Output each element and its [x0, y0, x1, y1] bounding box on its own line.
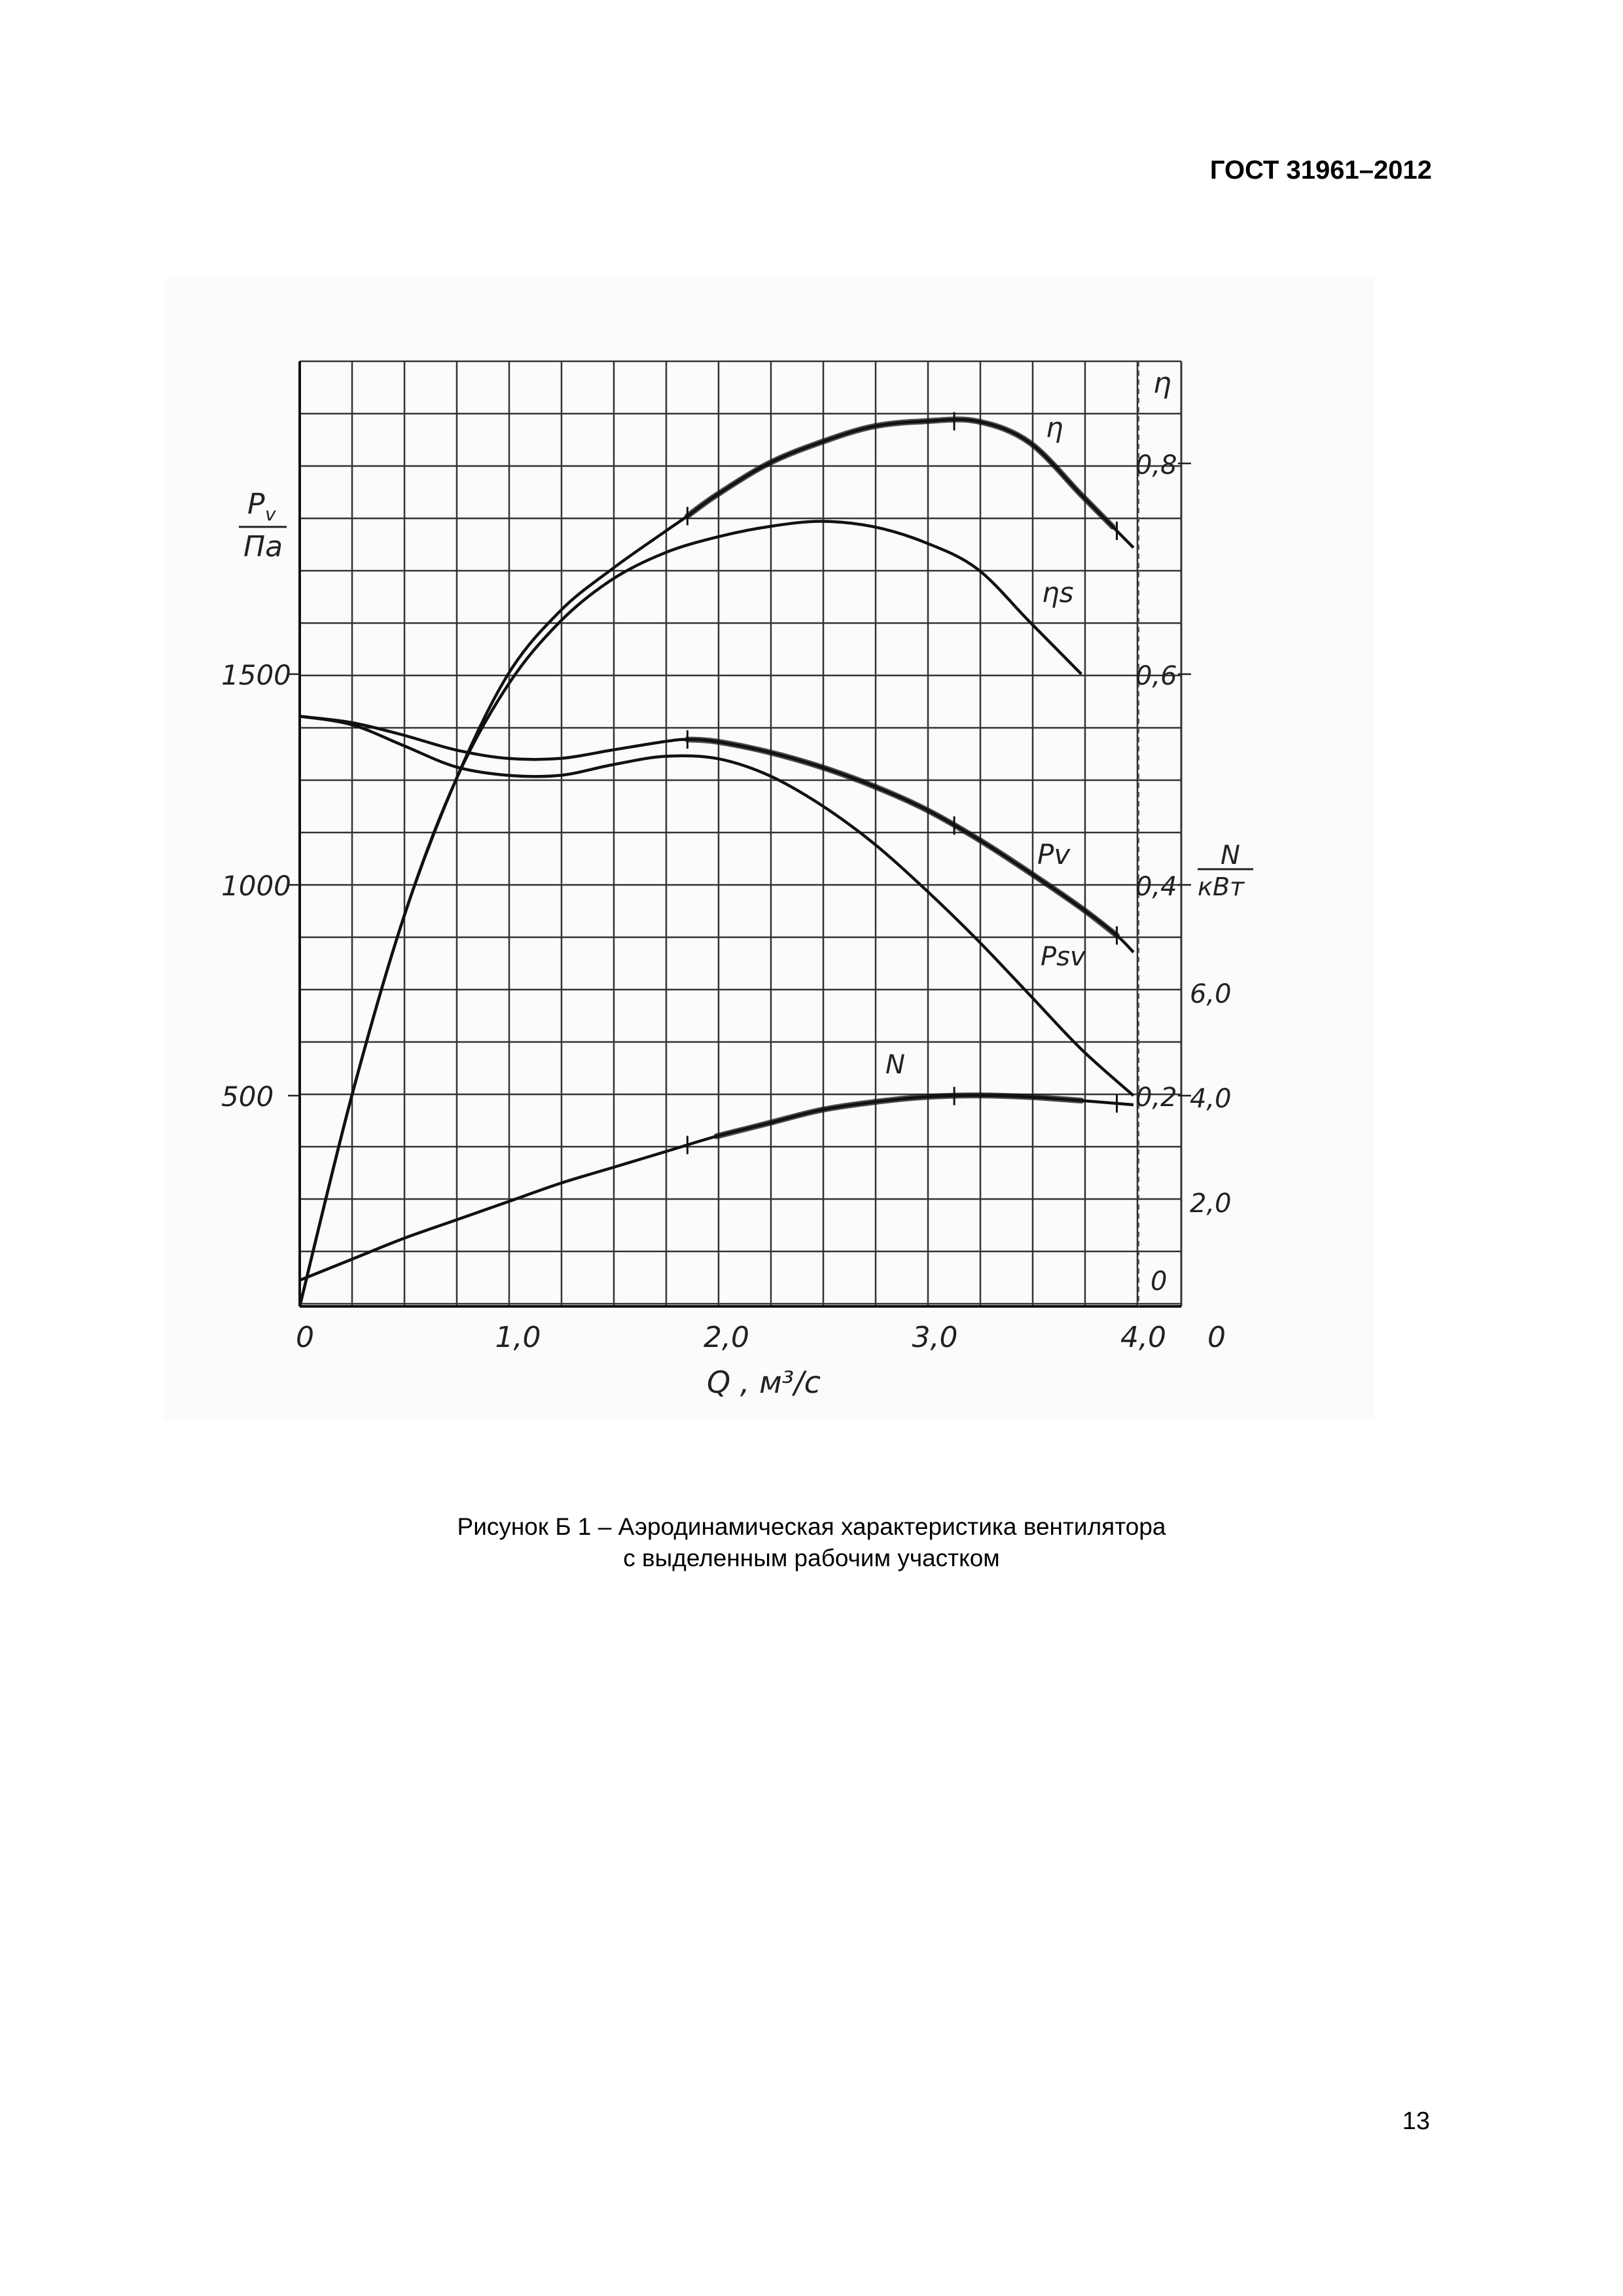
efficiency-axis-label: η: [1153, 367, 1171, 400]
series-label-Psv: Psv: [1041, 942, 1086, 972]
series-label-N: N: [885, 1050, 905, 1080]
standard-header: ГОСТ 31961–2012: [1209, 156, 1432, 185]
page-number: 13: [1402, 2108, 1430, 2135]
efficiency-tick-label: 0,6: [1135, 661, 1177, 691]
series-line-ηs: [300, 522, 1081, 1307]
pressure-axis-label-num: P: [247, 488, 265, 521]
series-line-η: [300, 420, 1133, 1306]
power-tick-label: 2,0: [1190, 1189, 1232, 1219]
pressure-tick-label: 1000: [221, 870, 291, 902]
pressure-axis-label-sub: v: [265, 503, 276, 525]
series-line-N: [300, 1096, 1133, 1280]
series-line-Psv: [300, 716, 1133, 1096]
power-tick-label: 4,0: [1190, 1084, 1232, 1114]
pressure-axis-label-den: Па: [243, 530, 283, 564]
figure-caption-line1: Рисунок Б 1 – Аэродинамическая характеристика вентилятора: [457, 1513, 1166, 1540]
x-axis-label: Q , м³/с: [707, 1365, 821, 1400]
series-label-η: η: [1046, 412, 1063, 444]
power-axis-label-num: N: [1221, 840, 1240, 870]
power-tick-label: 0: [1150, 1266, 1168, 1297]
efficiency-tick-label: 0,2: [1135, 1083, 1177, 1113]
x-tick-label: 1,0: [495, 1321, 541, 1354]
pressure-tick-label: 1500: [221, 659, 291, 691]
efficiency-tick-label: 0,4: [1135, 872, 1177, 902]
x-tick-label: 4,0: [1120, 1321, 1166, 1354]
series-label-Pv: Pv: [1037, 838, 1071, 870]
power-tick-label: 6,0: [1190, 979, 1232, 1009]
efficiency-tick-label: 0,8: [1135, 450, 1177, 480]
power-axis-label-den: кВт: [1198, 872, 1245, 901]
pressure-tick-label: 500: [221, 1081, 274, 1113]
x-tick-label: 3,0: [912, 1321, 958, 1354]
series-label-ηs: ηs: [1042, 577, 1074, 609]
x-tick-label: 0: [296, 1321, 314, 1354]
series-line-Pv: [300, 716, 1133, 952]
x-tick-label: 2,0: [704, 1321, 749, 1354]
power-tick-label: 0: [1207, 1321, 1226, 1354]
figure-caption-line2: с выделенным рабочим участком: [623, 1545, 1000, 1571]
